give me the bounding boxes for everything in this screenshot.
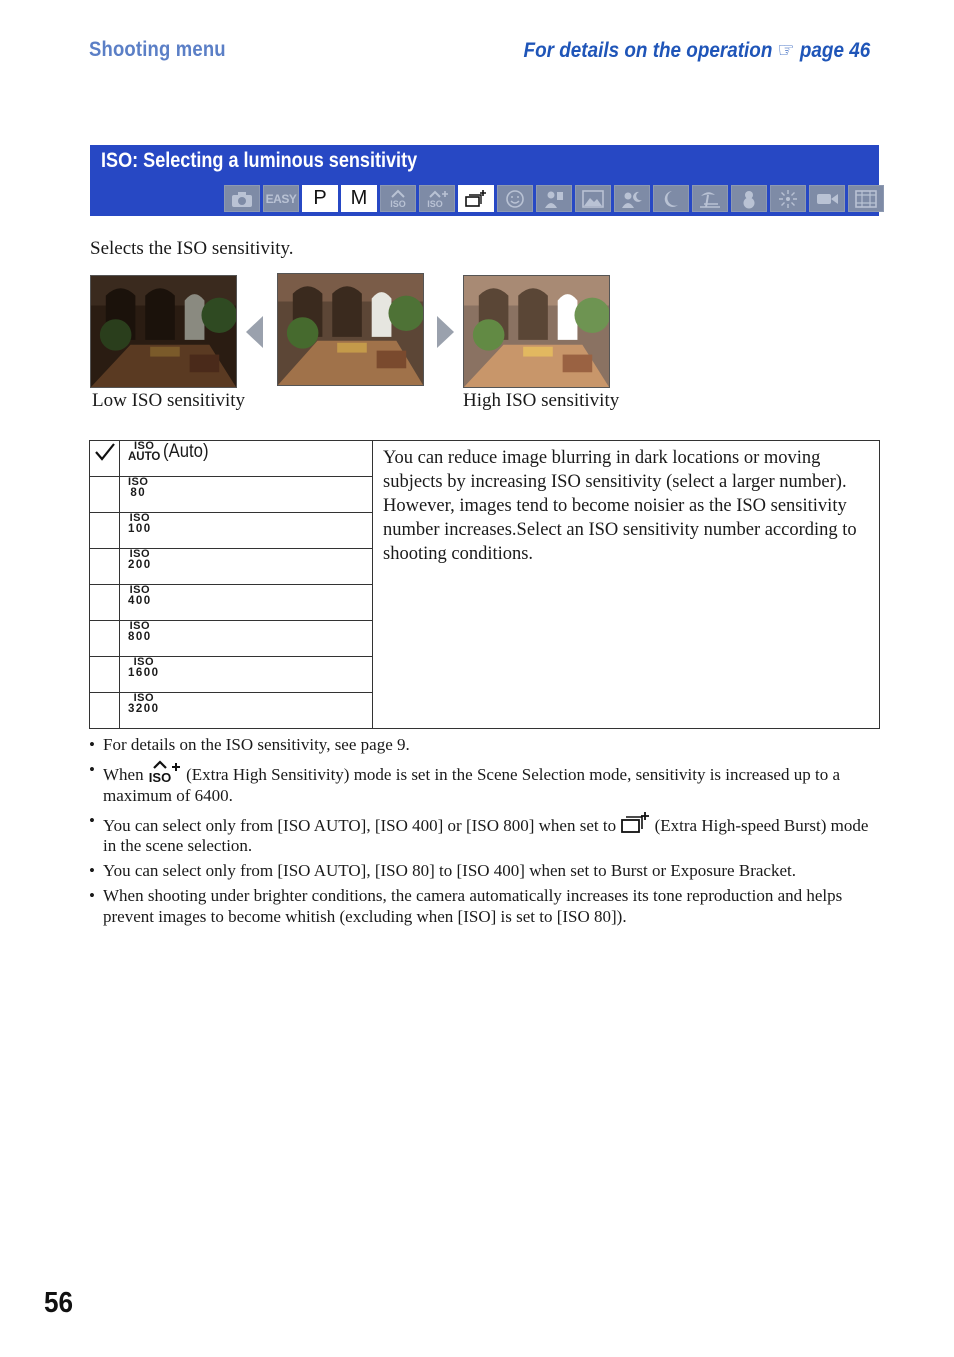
iso-option-800[interactable] <box>120 621 373 657</box>
low-iso-photo <box>90 275 237 388</box>
title-band <box>90 145 879 216</box>
standard-iso-photo <box>277 273 424 386</box>
iso-option-100[interactable] <box>120 513 373 549</box>
iso-option-3200[interactable] <box>120 693 373 729</box>
list-item: • For details on the ISO sensitivity, see page 9. <box>89 735 884 756</box>
arrow-left-icon <box>246 316 264 348</box>
list-item: • When ISO (Extra High Sensitivity) mode is set in the Scene Selection mode, sensitivity is increased up to a maximum of 6400. <box>89 760 884 806</box>
high-iso-photo <box>463 275 610 388</box>
twilight-portrait-icon <box>614 185 650 212</box>
fireworks-icon <box>770 185 806 212</box>
arrow-right-icon <box>436 316 454 348</box>
twilight-icon <box>653 185 689 212</box>
svg-text:ISO: ISO <box>148 770 172 784</box>
high-sensitivity-icon <box>148 760 182 784</box>
iso-400-icon: ISO 400 <box>128 584 152 607</box>
page-number: 56 <box>44 1287 74 1319</box>
iso-100-icon: ISO 100 <box>128 512 152 535</box>
burst-icon <box>620 811 650 835</box>
movie-icon <box>809 185 845 212</box>
iso-200-icon: ISO 200 <box>128 548 152 571</box>
iso-800-icon: ISO 800 <box>128 620 152 643</box>
notes-list <box>89 735 884 932</box>
reference-hand-icon: ☞ <box>777 39 795 62</box>
film-icon <box>848 185 884 212</box>
smile-icon <box>497 185 533 212</box>
page-title: ISO: Selecting a luminous sensitivity <box>101 149 418 172</box>
list-item: • You can select only from [ISO AUTO], [ISO 400] or [ISO 800] when set to (Extra High-speed Burst) mode in the scene selection. <box>89 811 884 857</box>
iso-1600-icon: ISO 1600 <box>128 656 160 679</box>
program-icon: P <box>302 185 338 212</box>
default-check-icon <box>94 441 116 463</box>
list-item: • When shooting under brighter conditions, the camera automatically increases its tone reproduction and helps prevent images to become whitish (excluding when [ISO] is set to [ISO 80]). <box>89 886 884 927</box>
auto-label: (Auto) <box>163 441 209 462</box>
svg-text:ISO: ISO <box>390 198 406 209</box>
portrait-icon <box>536 185 572 212</box>
iso-option-200[interactable] <box>120 549 373 585</box>
high-sensitivity-icon <box>419 185 455 212</box>
details-page-link[interactable]: page 46 <box>799 39 870 62</box>
section-title: Shooting menu <box>89 38 226 61</box>
iso-option-400[interactable] <box>120 585 373 621</box>
landscape-icon <box>575 185 611 212</box>
iso-icon <box>380 185 416 212</box>
iso-description: You can reduce image blurring in dark locations or moving subjects by increasing ISO sensitivity (select a larger number). However, images tend to become noisier as the ISO sensitivity number increases.Select an ISO sensitivity number according to shooting conditions. <box>373 441 880 729</box>
camera-icon <box>224 185 260 212</box>
details-prefix: For details on the operation <box>523 39 773 62</box>
details-reference[interactable] <box>523 38 870 63</box>
manual-icon: M <box>341 185 377 212</box>
burst-icon <box>458 185 494 212</box>
snow-icon <box>731 185 767 212</box>
default-check-cell <box>90 441 120 477</box>
easy-icon: EASY <box>263 185 299 212</box>
iso-3200-icon: ISO 3200 <box>128 692 160 715</box>
low-iso-caption: Low ISO sensitivity <box>92 390 246 411</box>
high-iso-caption: High ISO sensitivity <box>463 390 620 411</box>
table-row <box>90 441 880 477</box>
iso-80-icon: ISO 80 <box>128 476 149 499</box>
mode-icon-strip <box>224 185 884 212</box>
iso-option-1600[interactable] <box>120 657 373 693</box>
beach-icon <box>692 185 728 212</box>
list-item: • You can select only from [ISO AUTO], [ISO 80] to [ISO 400] when set to Burst or Exposure Bracket. <box>89 861 884 882</box>
svg-text:ISO: ISO <box>427 198 443 209</box>
iso-option-auto[interactable] <box>120 441 373 477</box>
iso-auto-icon: ISO AUTO <box>128 440 161 463</box>
intro-text: Selects the ISO sensitivity. <box>90 238 294 259</box>
iso-option-80[interactable] <box>120 477 373 513</box>
iso-options-table <box>89 440 880 729</box>
